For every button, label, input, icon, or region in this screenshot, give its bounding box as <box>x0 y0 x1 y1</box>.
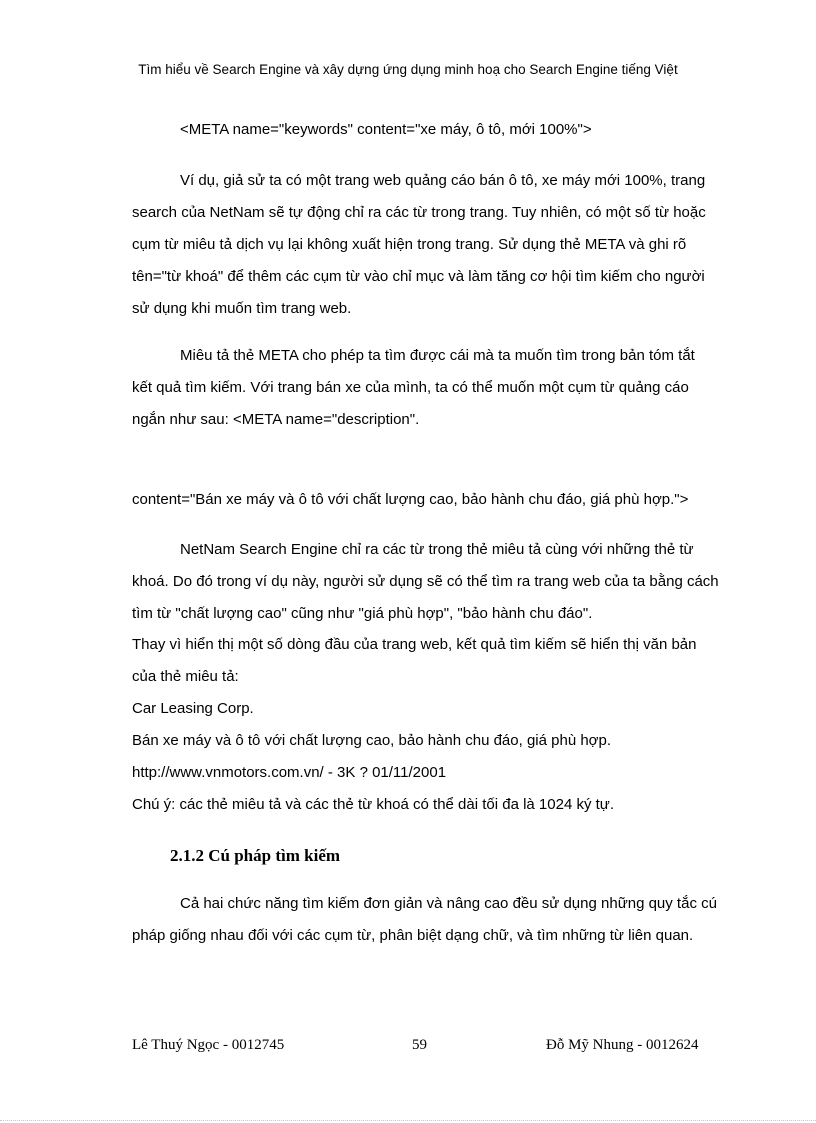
para4-line-2: của thẻ miêu tả: <box>132 668 239 685</box>
example-name: Car Leasing Corp. <box>132 700 254 717</box>
para1-line-2: search của NetNam sẽ tự động chỉ ra các từ trong trang. Tuy nhiên, có một số từ hoặc <box>132 204 706 221</box>
para3-line-3: tìm từ "chất lượng cao" cũng như "giá phù hợp", "bảo hành chu đáo". <box>132 605 593 622</box>
para1-line-3: cụm từ miêu tả dịch vụ lại không xuất hiện trong trang. Sử dụng thẻ META và ghi rõ <box>132 236 687 253</box>
para2-line-2: kết quả tìm kiếm. Với trang bán xe của mình, ta có thể muốn một cụm từ quảng cáo <box>132 379 689 396</box>
footer-author-right: Đỗ Mỹ Nhung - 0012624 <box>546 1037 699 1053</box>
para4-line-1: Thay vì hiển thị một số dòng đầu của trang web, kết quả tìm kiếm sẽ hiển thị văn bản <box>132 636 697 653</box>
example-url-line: http://www.vnmotors.com.vn/ - 3K ? 01/11/2001 <box>132 764 447 781</box>
para5-line-1: Cả hai chức năng tìm kiếm đơn giản và nâng cao đều sử dụng những quy tắc cú <box>180 895 717 912</box>
para1-line-5: sử dụng khi muốn tìm trang web. <box>132 300 352 317</box>
running-header: Tìm hiểu về Search Engine và xây dựng ứng dụng minh hoạ cho Search Engine tiếng Việt <box>138 62 678 77</box>
para1-line-4: tên="từ khoá" để thêm các cụm từ vào chỉ mục và làm tăng cơ hội tìm kiếm cho người <box>132 268 705 285</box>
para2-line-1: Miêu tả thẻ META cho phép ta tìm được cái mà ta muốn tìm trong bản tóm tắt <box>180 347 695 364</box>
footer-author-left: Lê Thuý Ngọc - 0012745 <box>132 1037 285 1053</box>
meta-keywords-line: <META name="keywords" content="xe máy, ô tô, mới 100%"> <box>180 121 592 138</box>
para3-line-1: NetNam Search Engine chỉ ra các từ trong thẻ miêu tả cùng với những thẻ từ <box>180 541 694 558</box>
example-description: Bán xe máy và ô tô với chất lượng cao, bảo hành chu đáo, giá phù hợp. <box>132 732 612 749</box>
section-heading: 2.1.2 Cú pháp tìm kiếm <box>170 846 341 865</box>
para1-line-1: Ví dụ, giả sử ta có một trang web quảng cáo bán ô tô, xe máy mới 100%, trang <box>180 172 706 189</box>
para5-line-2: pháp giống nhau đối với các cụm từ, phân biệt dạng chữ, và tìm những từ liên quan. <box>132 927 694 944</box>
para3-line-2: khoá. Do đó trong ví dụ này, người sử dụng sẽ có thể tìm ra trang web của ta bằng cách <box>132 573 719 590</box>
content-line: content="Bán xe máy và ô tô với chất lượng cao, bảo hành chu đáo, giá phù hợp."> <box>132 491 689 508</box>
para2-line-3: ngắn như sau: <META name="description". <box>132 411 420 428</box>
page-bottom-edge <box>0 1120 816 1121</box>
note-line: Chú ý: các thẻ miêu tả và các thẻ từ khoá có thể dài tối đa là 1024 ký tự. <box>132 796 615 813</box>
page-number: 59 <box>412 1037 427 1053</box>
